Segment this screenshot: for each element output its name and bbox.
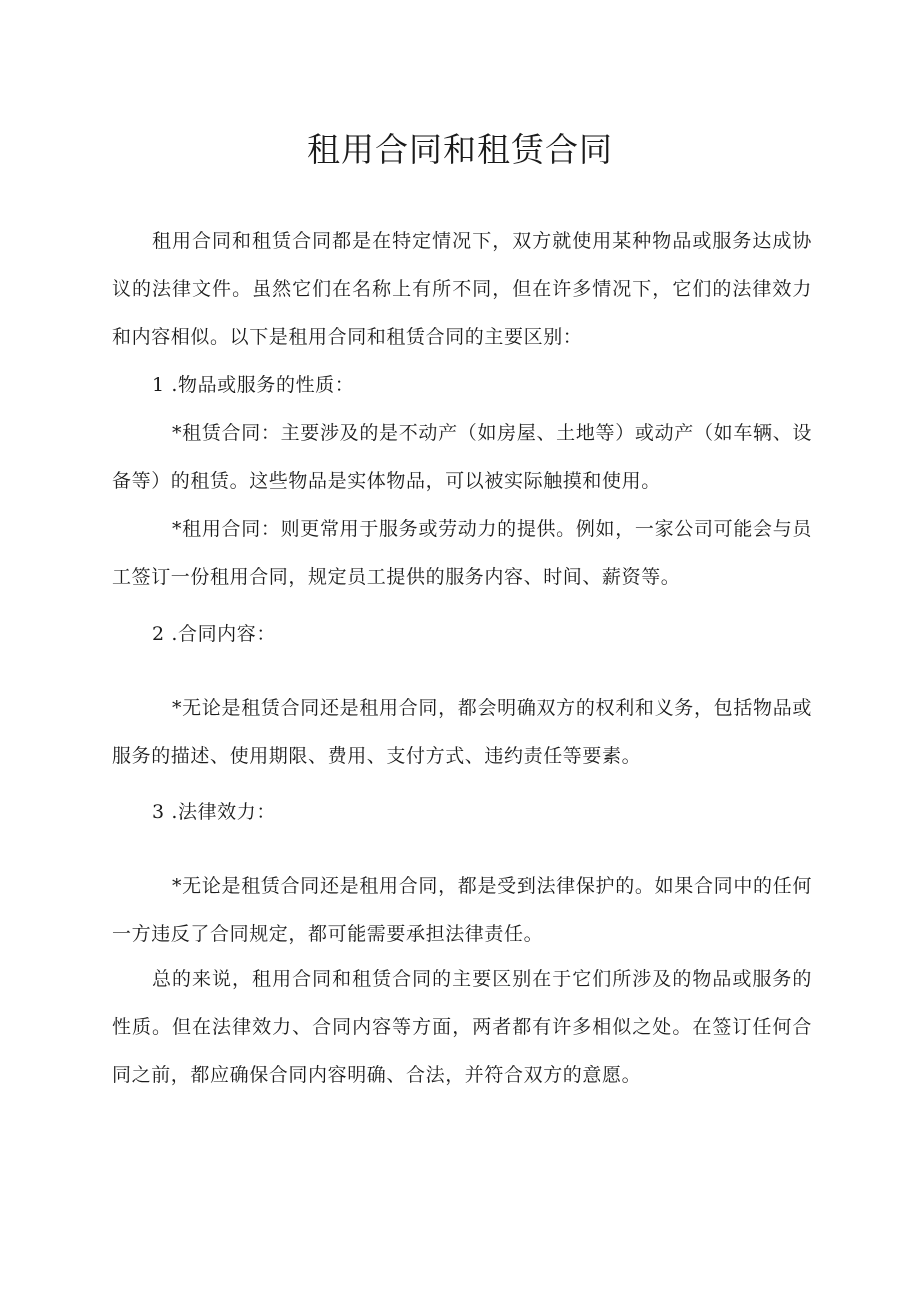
- section-1-heading: 1 .物品或服务的性质：: [152, 374, 355, 396]
- section-1-item-lease: *租赁合同：主要涉及的是不动产（如房屋、土地等）或动产（如车辆、设备等）的租赁。这些物品是实体物品，可以被实际触摸和使用。: [112, 422, 812, 492]
- section-3-heading: 3 .法律效力：: [152, 801, 276, 823]
- conclusion-paragraph: 总的来说，租用合同和租赁合同的主要区别在于它们所涉及的物品或服务的性质。但在法律效力、合同内容等方面，两者都有许多相似之处。在签订任何合同之前，都应确保合同内容明确、合法，并符合双方的意愿。: [112, 968, 812, 1086]
- section-2-heading: 2 .合同内容：: [152, 623, 276, 645]
- intro-paragraph: 租用合同和租赁合同都是在特定情况下，双方就使用某种物品或服务达成协议的法律文件。虽然它们在名称上有所不同，但在许多情况下，它们的法律效力和内容相似。以下是租用合同和租赁合同的主要区别：: [112, 230, 812, 348]
- section-1-item-hire: *租用合同：则更常用于服务或劳动力的提供。例如，一家公司可能会与员工签订一份租用合同，规定员工提供的服务内容、时间、薪资等。: [112, 518, 812, 588]
- section-3-item: *无论是租赁合同还是租用合同，都是受到法律保护的。如果合同中的任何一方违反了合同规定，都可能需要承担法律责任。: [112, 875, 812, 945]
- section-2-item: *无论是租赁合同还是租用合同，都会明确双方的权利和义务，包括物品或服务的描述、使用期限、费用、支付方式、违约责任等要素。: [112, 697, 812, 767]
- document-title: 租用合同和租赁合同: [307, 130, 613, 169]
